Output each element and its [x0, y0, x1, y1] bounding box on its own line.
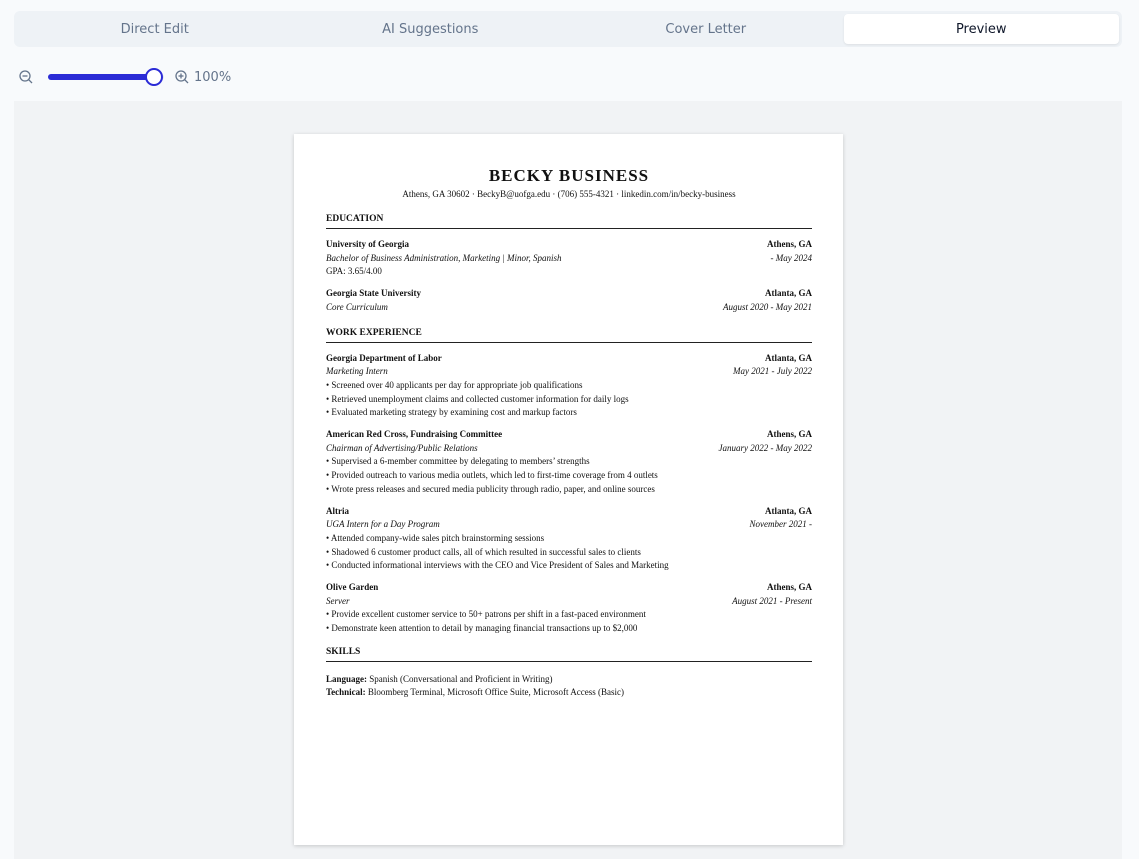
resume-name: BECKY BUSINESS [488, 166, 650, 185]
skill-label: Language: [326, 673, 368, 684]
zoom-out-icon[interactable] [18, 69, 34, 85]
work-experience-section [326, 328, 812, 636]
zoom-in-icon[interactable] [174, 69, 190, 85]
work-entry [326, 581, 812, 636]
zoom-slider[interactable] [48, 67, 164, 87]
entry-gpa: GPA: 3.65/4.00 [326, 266, 382, 277]
entry-bullet: • Screened over 40 applicants per day for appropriate job qualifications [326, 379, 583, 390]
entry-bullet: • Conducted informational interviews with the CEO and Vice President of Sales and Marketing [326, 560, 669, 571]
skills-section [326, 647, 812, 699]
entry-role: Marketing Intern [326, 366, 388, 377]
entry-location: Atlanta, GA [765, 505, 812, 516]
tab-bar [14, 11, 1122, 47]
entry-dates: January 2022 - May 2022 [718, 442, 812, 453]
entry-dates: November 2021 - [749, 519, 812, 530]
entry-role: UGA Intern for a Day Program [326, 519, 440, 530]
entry-location: Atlanta, GA [765, 288, 812, 299]
entry-dates: May 2021 - July 2022 [733, 366, 812, 377]
entry-bullet: • Provided outreach to various media outlets, which led to first-time coverage from 4 outlets [326, 470, 658, 481]
work-entry [326, 428, 812, 497]
skill-label: Technical: [326, 686, 366, 697]
section-title: EDUCATION [326, 214, 812, 229]
entry-location: Athens, GA [766, 429, 812, 440]
zoom-slider-fill [48, 74, 154, 80]
resume-page [294, 134, 843, 845]
entry-role: Bachelor of Business Administration, Marketing | Minor, Spanish [326, 252, 562, 263]
entry-role: Chairman of Advertising/Public Relations [326, 442, 478, 453]
entry-bullet: • Evaluated marketing strategy by examining cost and markup factors [326, 407, 577, 418]
entry-dates: August 2020 - May 2021 [723, 301, 812, 312]
entry-bullet: • Wrote press releases and secured media publicity through radio, paper, and online sources [326, 483, 655, 494]
entry-dates: - May 2024 [770, 252, 812, 263]
entry-org: Olive Garden [326, 582, 379, 593]
entry-dates: August 2021 - Present [732, 595, 812, 606]
entry-role: Core Curriculum [326, 301, 388, 312]
entry-bullet: • Shadowed 6 customer product calls, all of which resulted in successful sales to clients [326, 546, 641, 557]
resume-contact: Athens, GA 30602 · BeckyB@uofga.edu · (706) 555-4321 · linkedin.com/in/becky-business [402, 189, 736, 199]
section-title: SKILLS [326, 647, 812, 662]
entry-location: Athens, GA [766, 582, 812, 593]
entry-org: Georgia State University [326, 288, 421, 299]
skill-value: Spanish (Conversational and Proficient in Writing) [367, 673, 553, 684]
skill-value: Bloomberg Terminal, Microsoft Office Suite, Microsoft Access (Basic) [365, 686, 624, 697]
zoom-controls [18, 66, 231, 88]
zoom-level: 100% [194, 69, 232, 85]
tab-cover-letter[interactable]: Cover Letter [665, 21, 747, 37]
entry-org: Georgia Department of Labor [326, 352, 442, 363]
tab-preview[interactable]: Preview [844, 14, 1120, 44]
entry-location: Athens, GA [766, 239, 812, 249]
work-entry [326, 352, 812, 421]
entry-org: American Red Cross, Fundraising Committee [326, 429, 503, 440]
tab-direct-edit[interactable]: Direct Edit [120, 21, 189, 37]
work-entry [326, 505, 812, 574]
entry-bullet: • Retrieved unemployment claims and collected customer information for daily logs [326, 393, 629, 404]
skill-line [326, 673, 812, 686]
entry-bullet: • Provide excellent customer service to 50+ patrons per shift in a fast-paced environment [326, 609, 646, 620]
education-entry [326, 238, 812, 279]
skill-line [326, 686, 812, 699]
entry-bullet: • Supervised a 6-member committee by delegating to members’ strengths [326, 456, 590, 467]
entry-org: University of Georgia [326, 239, 409, 249]
zoom-slider-thumb[interactable] [145, 68, 163, 86]
education-entry [326, 287, 812, 314]
section-title: WORK EXPERIENCE [326, 328, 812, 343]
entry-bullet: • Attended company-wide sales pitch brainstorming sessions [326, 532, 545, 543]
tab-ai-suggestions[interactable]: AI Suggestions [382, 21, 479, 37]
entry-role: Server [326, 595, 350, 606]
entry-location: Atlanta, GA [765, 352, 812, 363]
entry-bullet: • Demonstrate keen attention to detail by managing financial transactions up to $2,000 [326, 623, 638, 634]
education-section [326, 214, 812, 315]
entry-org: Altria [326, 505, 349, 516]
